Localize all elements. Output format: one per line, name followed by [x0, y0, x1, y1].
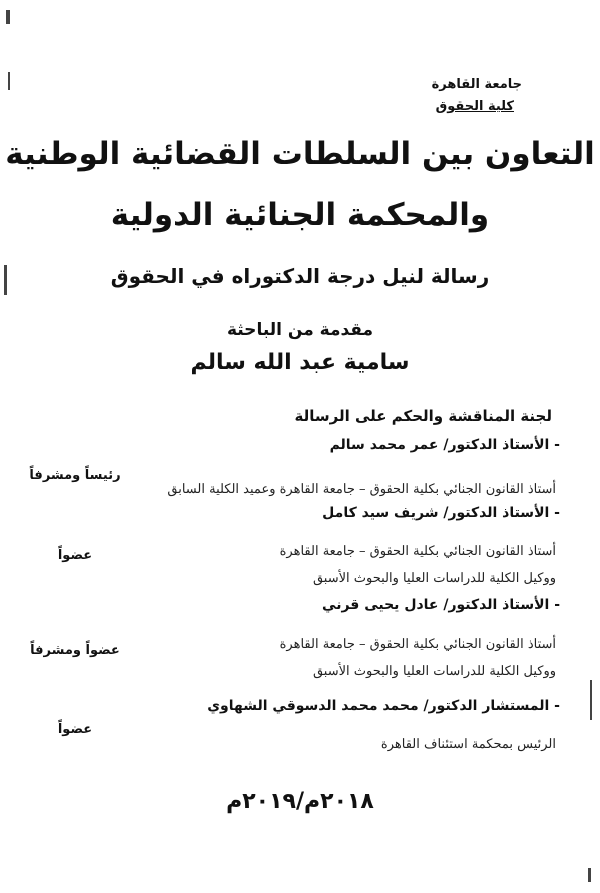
thesis-title-line-2: والمحكمة الجنائية الدولية [110, 197, 490, 233]
degree-statement: رسالة لنيل درجة الدكتوراه في الحقوق [110, 264, 490, 288]
committee-member-description: أستاذ القانون الجنائي بكلية الحقوق – جامعة القاهرة وعميد الكلية السابق [167, 482, 556, 497]
committee-member-role: عضواً [57, 548, 93, 563]
committee-member-description: ووكيل الكلية للدراسات العليا والبحوث الأسبق [312, 571, 556, 586]
researcher-name: سامية عبد الله سالم [190, 350, 410, 375]
faculty-name: كلية الحقوق [435, 99, 514, 114]
scan-artifact [4, 265, 7, 295]
committee-member-description: ووكيل الكلية للدراسات العليا والبحوث الأسبق [312, 664, 556, 679]
presented-by-label: مقدمة من الباحثة [226, 320, 374, 340]
committee-member-role: رئيساً ومشرفاً [29, 468, 121, 483]
committee-member-description: أستاذ القانون الجنائي بكلية الحقوق – جامعة القاهرة [279, 544, 556, 559]
committee-member-role: عضواً ومشرفاً [30, 643, 120, 658]
scan-artifact [590, 680, 592, 720]
committee-member-description: أستاذ القانون الجنائي بكلية الحقوق – جامعة القاهرة [279, 637, 556, 652]
university-name: جامعة القاهرة [431, 77, 522, 92]
scan-artifact [588, 868, 591, 882]
thesis-title-line-1: التعاون بين السلطات القضائية الوطنية [5, 136, 595, 172]
academic-year-date: ٢٠١٨م/٢٠١٩م [226, 789, 374, 814]
committee-member-name: - الأستاذ الدكتور/ عادل يحيى قرني [322, 597, 560, 613]
scan-artifact [6, 10, 10, 24]
committee-member-description: الرئيس بمحكمة استئناف القاهرة [380, 737, 556, 752]
scan-artifact [8, 72, 10, 90]
committee-title: لجنة المناقشة والحكم على الرسالة [294, 407, 552, 425]
committee-member-role: عضواً [57, 722, 93, 737]
committee-member-name: - الأستاذ الدكتور/ عمر محمد سالم [329, 437, 560, 453]
committee-member-name: - الأستاذ الدكتور/ شريف سيد كامل [322, 505, 560, 521]
committee-member-name: - المستشار الدكتور/ محمد محمد الدسوقي الشهاوي [207, 698, 560, 714]
